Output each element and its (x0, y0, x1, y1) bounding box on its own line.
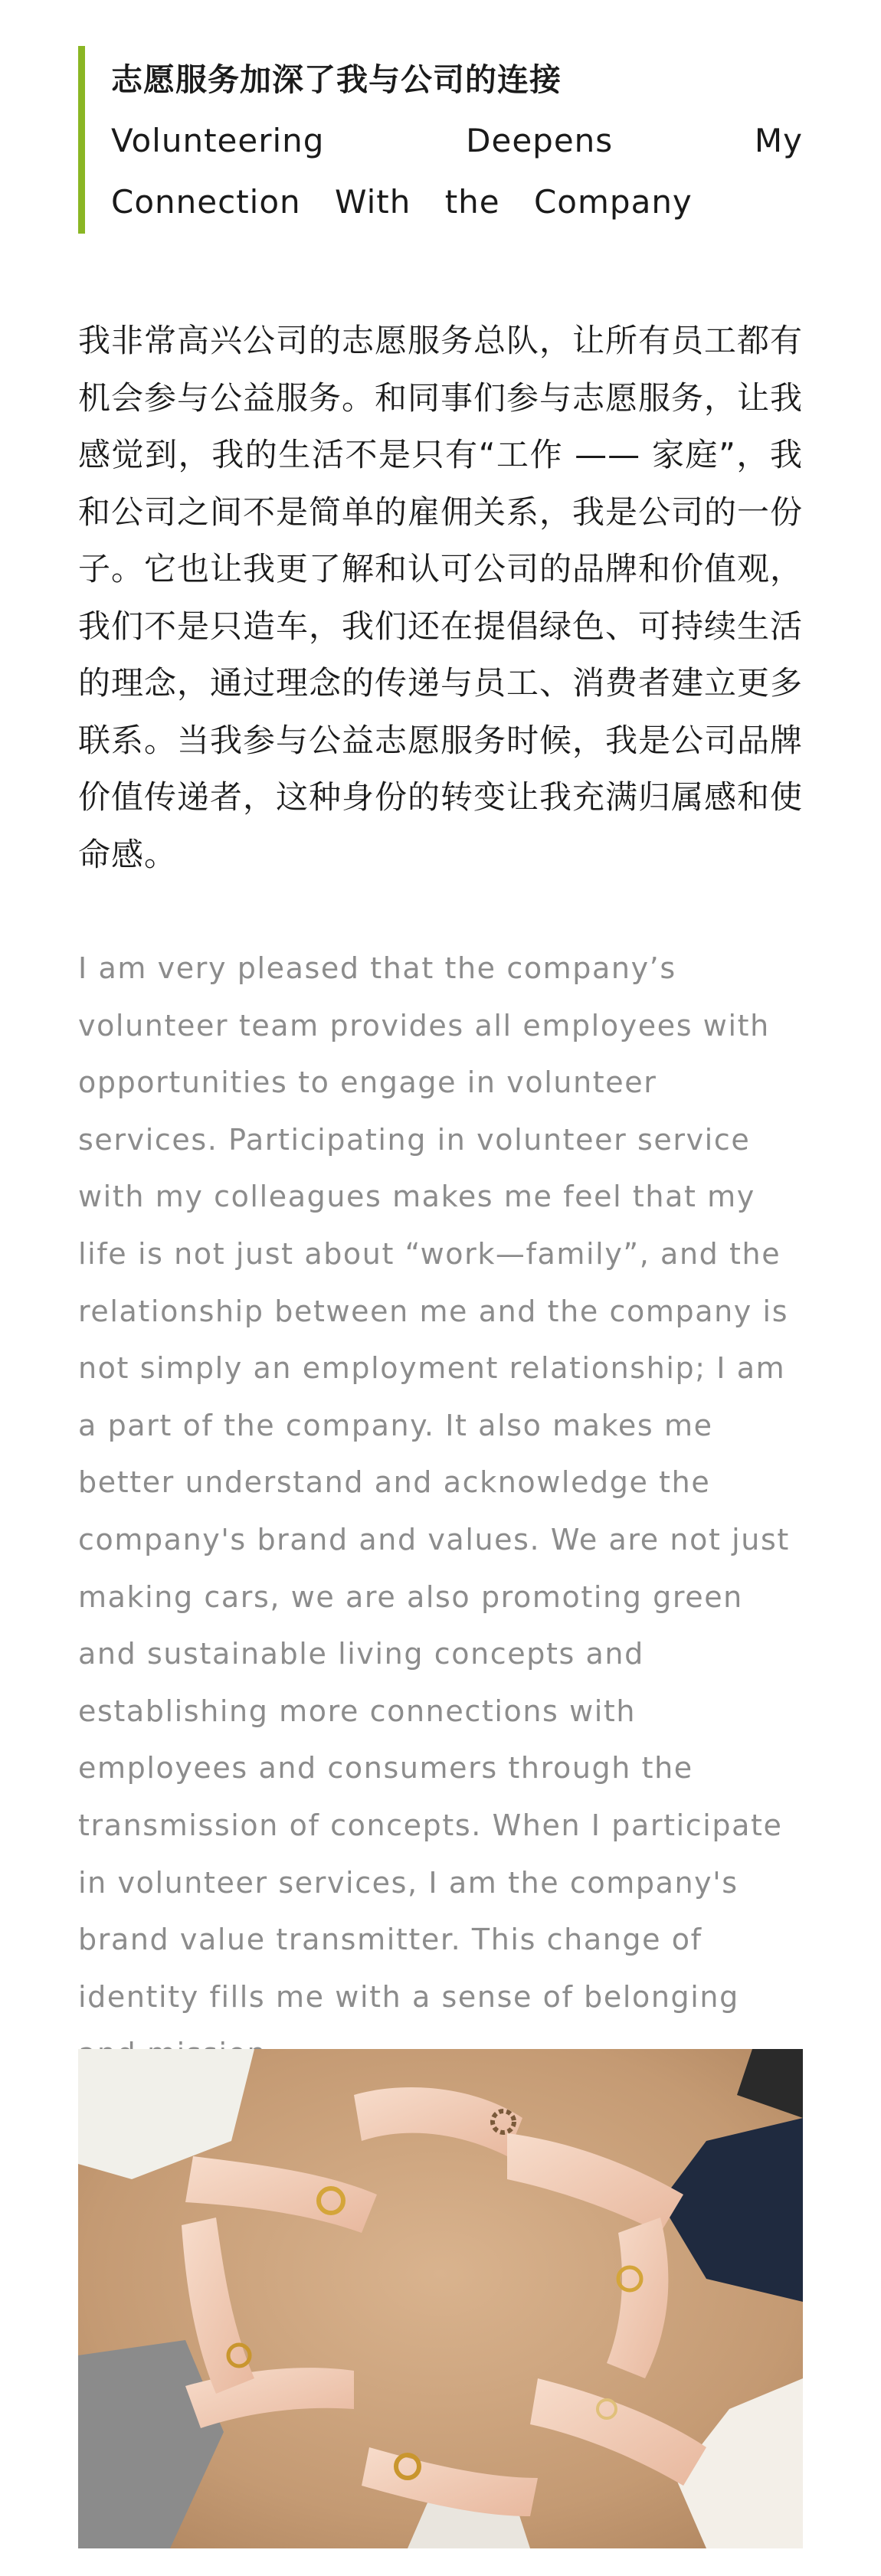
article-title-block (78, 46, 803, 234)
article-title-english: Volunteering Deepens My Connection With the Company (111, 122, 803, 221)
article-title-chinese: 志愿服务加深了我与公司的连接 (111, 61, 562, 98)
linked-hands-photo (78, 2049, 803, 2548)
article-body-english: I am very pleased that the company’s volunteer team provides all employees with opportunities to engage in volunteer services. Participating in volunteer service with my colleagues makes me feel that my life is not just about “work—family”, and the relationship between me and the company is not simply an employment relationship; I am a part of the company. It also makes me better understand and acknowledge the company's brand and values. We are not just making cars, we are also promoting green and sustainable living concepts and establishing more connections with employees and consumers through the transmission of concepts. When I participate in volunteer services, I am the company's brand value transmitter. This change of identity fills me with a sense of belonging (78, 951, 790, 2014)
article-body-chinese: 我非常高兴公司的志愿服务总队，让所有员工都有机会参与公益服务。和同事们参与志愿服务，让我感觉到，我的生活不是只有“工作 —— 家庭”，我和公司之间不是简单的雇佣关系，我是公司的一份子。它也让我更了解和认可公司的品牌和价值观，我们不是只造车，我们还在提倡绿色、可持续生活的理念，通过理念的传递与员工、消费者建立更多联系。当我参与公益志愿服务时候，我是公司品牌价值传递者，这种身份的转变让我充满归属感和使命感。 (78, 322, 804, 873)
linked-hands-illustration (78, 2049, 803, 2548)
